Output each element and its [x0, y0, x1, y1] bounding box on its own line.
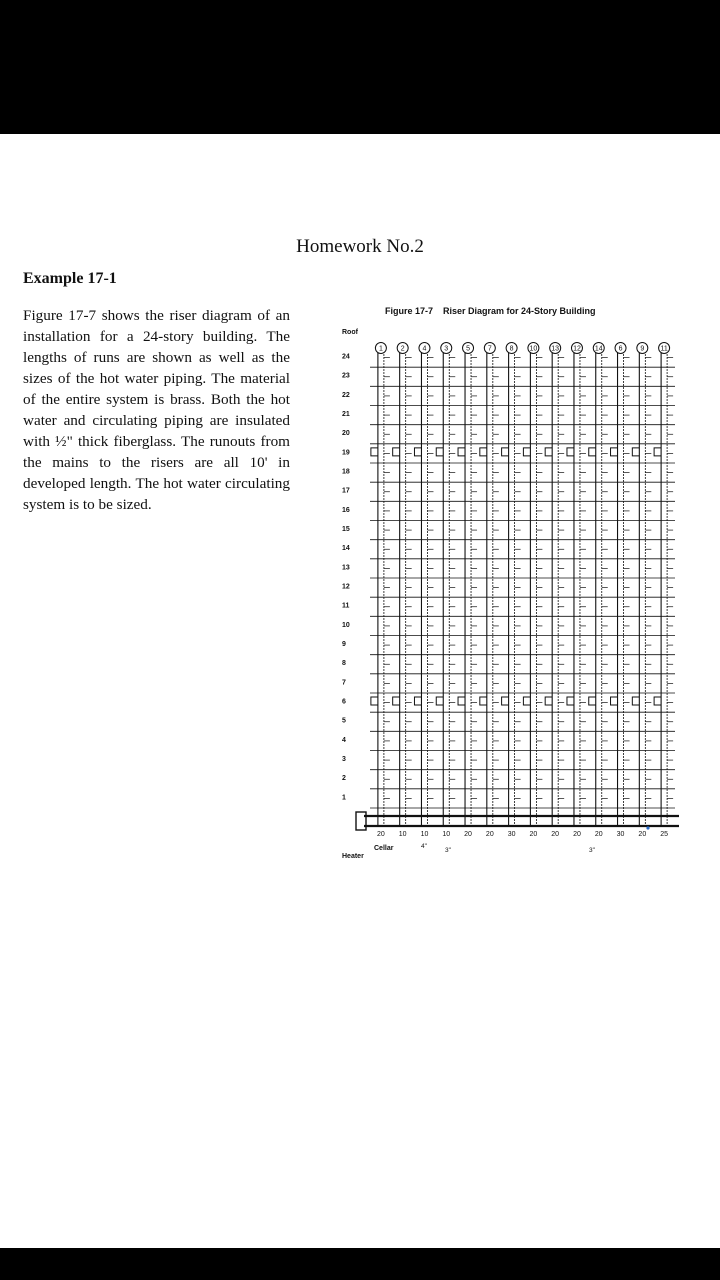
- run-length: 20: [464, 831, 472, 838]
- figure-number: Figure 17-7: [385, 306, 434, 316]
- floor-label-17: 17: [342, 487, 350, 495]
- expansion-offset: [414, 448, 421, 456]
- expansion-offset: [436, 448, 443, 456]
- expansion-offset: [632, 448, 639, 456]
- riser-number-9: 9: [640, 345, 645, 353]
- floor-label-16: 16: [342, 506, 350, 514]
- expansion-offset: [458, 448, 465, 456]
- riser-number-7: 7: [487, 345, 492, 353]
- accent-mark: [646, 826, 649, 829]
- floor-label-3: 3: [342, 756, 346, 764]
- expansion-offset: [502, 697, 509, 705]
- floor-label-7: 7: [342, 679, 346, 687]
- riser-number-3: 3: [444, 345, 449, 353]
- run-length: 20: [594, 831, 603, 838]
- floor-label-18: 18: [342, 468, 350, 476]
- expansion-offset: [371, 697, 378, 705]
- roof-label: Roof: [342, 329, 358, 336]
- floor-label-19: 19: [342, 449, 350, 457]
- expansion-offset: [523, 697, 530, 705]
- run-length: 20: [551, 831, 560, 838]
- figure-caption: [385, 306, 596, 316]
- expansion-offset: [654, 697, 661, 705]
- size-label: 3": [445, 847, 451, 854]
- figure-title: Riser Diagram for 24-Story Building: [443, 306, 596, 316]
- cellar-label: Cellar: [374, 845, 394, 852]
- expansion-offset: [567, 448, 574, 456]
- run-length: 30: [616, 831, 625, 838]
- run-length: 20: [573, 831, 581, 838]
- floor-label-22: 22: [342, 391, 350, 399]
- expansion-offset: [502, 448, 509, 456]
- expansion-offset: [393, 697, 400, 705]
- expansion-offset: [567, 697, 574, 705]
- heater-tank: [356, 812, 366, 830]
- riser-number-14: 14: [594, 345, 603, 353]
- floor-label-11: 11: [342, 602, 350, 610]
- page-title: Homework No.2: [296, 236, 424, 257]
- expansion-offset: [545, 697, 552, 705]
- floor-label-14: 14: [342, 545, 350, 553]
- expansion-offset: [611, 448, 618, 456]
- floor-label-1: 1: [342, 794, 346, 802]
- expansion-offset: [393, 448, 400, 456]
- floor-label-15: 15: [342, 526, 350, 534]
- floor-label-20: 20: [342, 430, 350, 438]
- expansion-offset: [371, 448, 378, 456]
- run-length: 20: [376, 831, 385, 838]
- run-length: 20: [485, 831, 494, 838]
- floor-label-8: 8: [342, 660, 346, 668]
- floor-label-2: 2: [342, 775, 346, 783]
- floor-label-13: 13: [342, 564, 350, 572]
- riser-number-5: 5: [466, 345, 470, 353]
- expansion-offset: [589, 448, 596, 456]
- floor-label-4: 4: [342, 736, 346, 744]
- riser-number-4: 4: [422, 345, 427, 353]
- example-heading: Example 17-1: [23, 270, 117, 287]
- run-length: 25: [660, 831, 669, 838]
- top-black-bar: [0, 0, 720, 134]
- heater-label: Heater: [342, 853, 364, 860]
- riser-number-2: 2: [400, 345, 405, 353]
- bottom-black-bar: [0, 1248, 720, 1280]
- expansion-offset: [480, 697, 487, 705]
- floor-label-5: 5: [342, 717, 346, 725]
- expansion-offset: [654, 448, 661, 456]
- run-length: 10: [398, 831, 407, 838]
- expansion-offset: [523, 448, 530, 456]
- riser-number-11: 11: [660, 345, 668, 353]
- expansion-offset: [458, 697, 465, 705]
- size-label: 4": [421, 843, 427, 850]
- run-length: 10: [442, 831, 451, 838]
- expansion-offset: [436, 697, 443, 705]
- riser-diagram-figure: [330, 300, 690, 870]
- riser-number-1: 1: [378, 345, 383, 353]
- floor-label-6: 6: [342, 698, 346, 706]
- riser-number-13: 13: [551, 345, 560, 353]
- run-length: 20: [638, 831, 647, 838]
- floor-label-21: 21: [342, 411, 350, 419]
- run-length: 30: [507, 831, 516, 838]
- floor-label-24: 24: [342, 353, 350, 361]
- floor-label-9: 9: [342, 641, 346, 649]
- expansion-offset: [545, 448, 552, 456]
- riser-number-8: 8: [509, 345, 514, 353]
- expansion-offset: [414, 697, 421, 705]
- run-length: 10: [420, 831, 429, 838]
- riser-number-12: 12: [573, 345, 581, 353]
- size-label: 3": [589, 847, 595, 854]
- floor-label-12: 12: [342, 583, 350, 591]
- riser-number-6: 6: [618, 345, 623, 353]
- run-length: 20: [529, 831, 538, 838]
- floor-label-10: 10: [342, 621, 350, 629]
- expansion-offset: [611, 697, 618, 705]
- riser-diagram: [330, 300, 690, 870]
- expansion-offset: [589, 697, 596, 705]
- expansion-offset: [632, 697, 639, 705]
- riser-number-10: 10: [529, 345, 538, 353]
- expansion-offset: [480, 448, 487, 456]
- floor-label-23: 23: [342, 372, 350, 380]
- example-paragraph: Figure 17-7 shows the riser diagram of an installation for a 24-story building. The lengths of runs are shown as well as the sizes of the hot water piping. The material of the entire system is brass. Both the hot water and circulating piping are insulated with ½" thick fiberglass. The runouts from the mains to the risers are all 10' in developed length. The hot water circulating system is to be sized.: [23, 307, 290, 513]
